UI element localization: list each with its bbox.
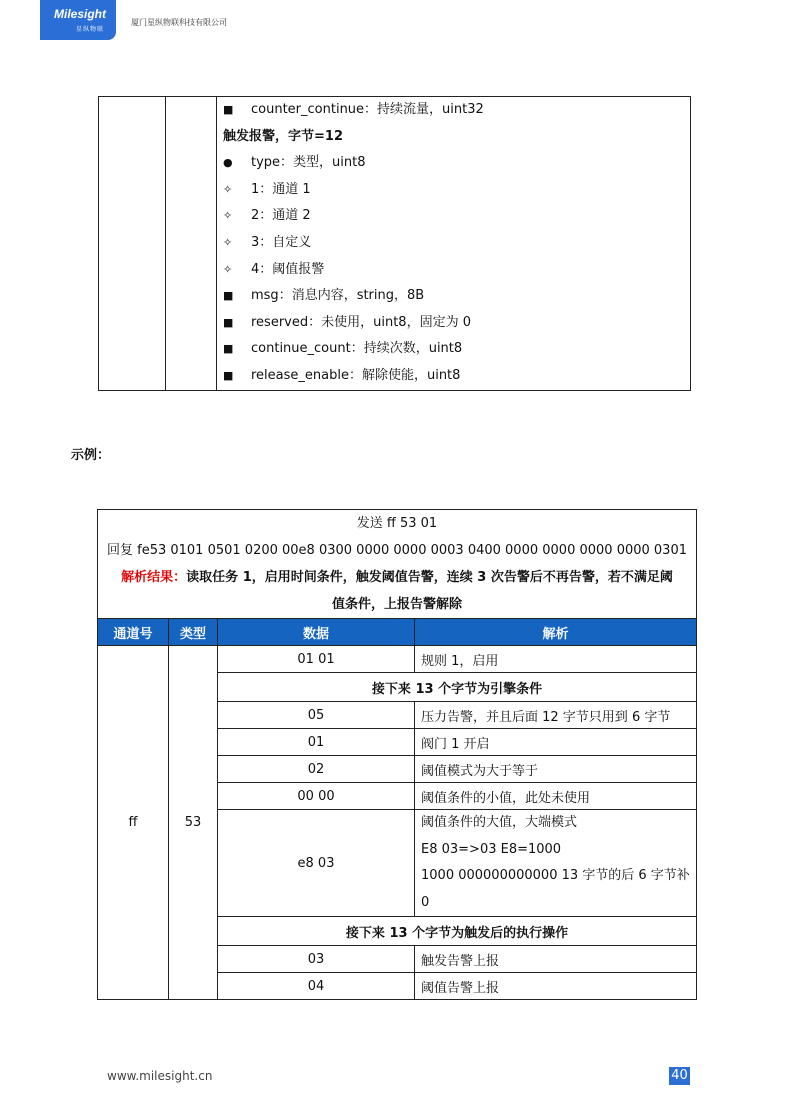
data-cell: 03: [218, 946, 415, 973]
data-cell: 00 00: [218, 783, 415, 810]
field-definition-table: [98, 96, 691, 391]
desc-cell: 阈值告警上报: [415, 973, 697, 1000]
example-header-cell: [98, 510, 697, 619]
square-bullet-icon: ■: [223, 368, 234, 382]
desc-cell: 阈值条件的大值，大端模式 E8 03=>03 E8=1000 1000 000000000000 13 字节的后 6 字节补 0: [415, 810, 697, 917]
definition-cell: [217, 97, 691, 391]
brand-logo: [40, 0, 116, 40]
definition-line: ■ release_enable：解除使能，uint8: [217, 363, 690, 390]
desc-cell: 规则 1，启用: [415, 646, 697, 673]
definition-line: ● type：类型，uint8: [217, 150, 690, 177]
table-header-row: [98, 619, 697, 646]
definition-line: ■ counter_continue：持续流量，uint32: [217, 97, 690, 124]
desc-cell: 压力告警，并且后面 12 字节只用到 6 字节: [415, 702, 697, 729]
data-cell: 01: [218, 729, 415, 756]
company-name: 厦门星纵物联科技有限公司: [131, 18, 227, 27]
empty-cell: [99, 97, 166, 391]
brand-name: Milesight: [54, 7, 107, 21]
empty-cell: [166, 97, 217, 391]
page-number: 40: [669, 1067, 690, 1085]
column-header: 通道号: [98, 619, 169, 646]
table-row: [98, 646, 697, 673]
definition-line: ■ continue_count：持续次数，uint8: [217, 336, 690, 363]
footer-url: www.milesight.cn: [107, 1069, 213, 1083]
column-header: 类型: [169, 619, 218, 646]
reply-command: 回复 fe53 0101 0501 0200 00e8 0300 0000 0000 0003 0400 0000 0000 0000 0000 0301: [106, 543, 687, 558]
square-bullet-icon: ■: [223, 103, 234, 116]
column-header: 解析: [415, 619, 697, 646]
definition-line: ✧ 3：自定义: [217, 230, 690, 257]
example-label: 示例：: [71, 448, 111, 463]
parse-result: 解析结果：读取任务 1，启用时间条件，触发阈值告警，连续 3 次告警后不再告警，若不满足阈: [121, 570, 673, 585]
definition-line: ✧ 4：阈值报警: [217, 257, 690, 284]
brand-subtitle: 星纵物联: [76, 26, 105, 33]
example-table: [97, 509, 697, 1000]
parse-result-continued: 值条件，上报告警解除: [331, 597, 462, 612]
data-cell: 02: [218, 756, 415, 783]
data-cell: e8 03: [218, 810, 415, 917]
data-cell: 04: [218, 973, 415, 1000]
diamond-bullet-icon: ✧: [223, 209, 233, 223]
square-bullet-icon: ■: [223, 289, 234, 303]
square-bullet-icon: ■: [223, 342, 234, 356]
section-heading: 接下来 13 个字节为引擎条件: [218, 673, 697, 702]
square-bullet-icon: ■: [223, 315, 234, 329]
definition-line: ■ msg：消息内容，string，8B: [217, 283, 690, 310]
channel-cell: ff: [98, 646, 169, 1000]
type-cell: 53: [169, 646, 218, 1000]
diamond-bullet-icon: ✧: [223, 182, 233, 196]
data-cell: 01 01: [218, 646, 415, 673]
desc-cell: 阈值模式为大于等于: [415, 756, 697, 783]
definition-line: ✧ 1：通道 1: [217, 177, 690, 204]
section-heading: 接下来 13 个字节为触发后的执行操作: [218, 917, 697, 946]
desc-cell: 触发告警上报: [415, 946, 697, 973]
desc-cell: 阀门 1 开启: [415, 729, 697, 756]
definition-heading: 触发报警，字节=12: [223, 128, 343, 144]
definition-line: ✧ 2：通道 2: [217, 203, 690, 230]
dot-bullet-icon: ●: [223, 156, 233, 170]
desc-cell: 阈值条件的小值，此处未使用: [415, 783, 697, 810]
diamond-bullet-icon: ✧: [223, 262, 233, 276]
diamond-bullet-icon: ✧: [223, 235, 233, 249]
definition-line: ■ reserved：未使用，uint8，固定为 0: [217, 310, 690, 337]
data-cell: 05: [218, 702, 415, 729]
send-command: 发送 ff 53 01: [356, 516, 438, 531]
column-header: 数据: [218, 619, 415, 646]
